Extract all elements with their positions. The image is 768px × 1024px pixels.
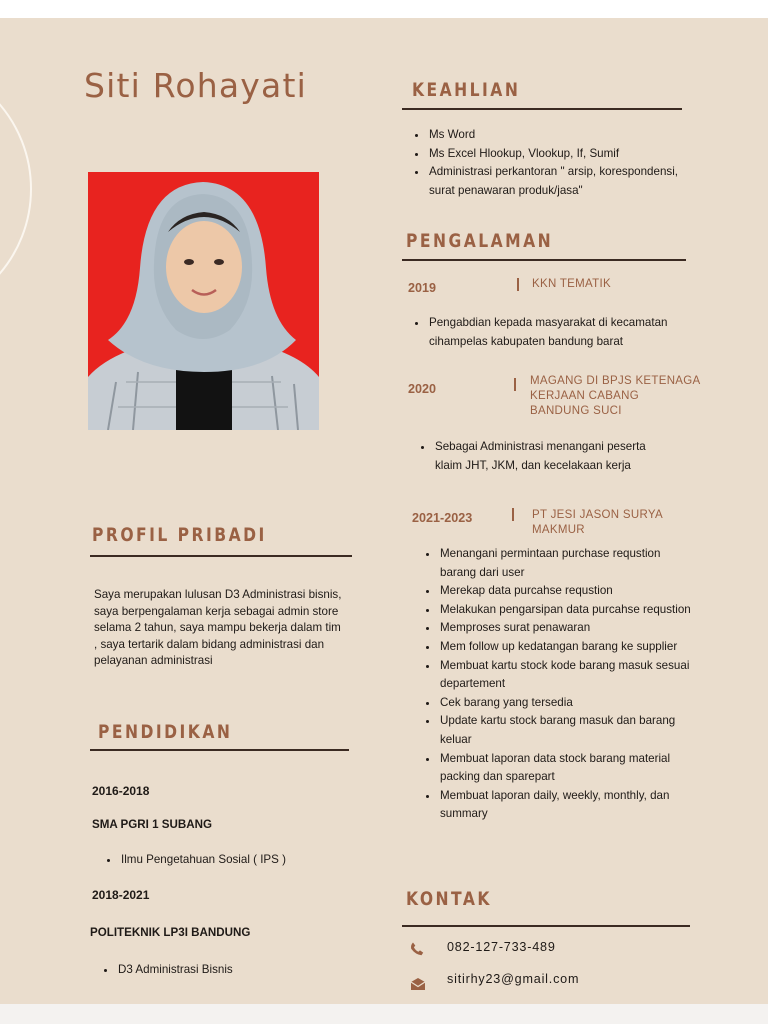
- resume-page: [0, 18, 768, 1004]
- experience-year: 2021-2023: [412, 511, 473, 525]
- education-major: • Ilmu Pengetahuan Sosial ( IPS ): [120, 851, 360, 870]
- experience-year: 2019: [408, 281, 437, 295]
- education-heading: PENDIDIKAN: [98, 721, 233, 743]
- page-bottom-band: [0, 1004, 768, 1024]
- skills-heading: KEAHLIAN: [412, 79, 521, 101]
- experience-item: • Sebagai Administrasi menangani peserta klaim JHT, JKM, dan kecelakaan kerja: [434, 438, 674, 475]
- skills-divider: [402, 108, 682, 110]
- experience-role: PT JESI JASON SURYA MAKMUR: [532, 509, 663, 536]
- experience-heading: PENGALAMAN: [406, 230, 554, 252]
- experience-items: [419, 545, 697, 824]
- experience-item: • Membuat laporan daily, weekly, monthly, dan summary: [439, 787, 697, 824]
- experience-item: • Menangani permintaan purchase requstion barang dari user: [439, 545, 697, 582]
- decorative-arc: [0, 58, 32, 320]
- skill-item: • Administrasi perkantoran " arsip, korespondensi, surat penawaran produk/jasa": [428, 163, 678, 200]
- experience-item: • Pengabdian kepada masyarakat di kecamatan cihampelas kabupaten bandung barat: [428, 314, 678, 351]
- experience-role: MAGANG DI BPJS KETENAGA KERJAAN CABANG BANDUNG SUCI: [530, 375, 700, 417]
- phone-icon: [409, 941, 425, 955]
- phone-number[interactable]: 082-127-733-489: [447, 940, 556, 954]
- experience-item: • Melakukan pengarsipan data purcahse requstion: [439, 601, 697, 620]
- email-address[interactable]: sitirhy23@gmail.com: [447, 972, 580, 986]
- education-major-list: [97, 961, 357, 980]
- experience-items: [408, 314, 678, 351]
- experience-year: 2020: [408, 382, 437, 396]
- experience-item: • Membuat laporan data stock barang material packing dan sparepart: [439, 750, 697, 787]
- contact-heading: KONTAK: [406, 888, 492, 910]
- profile-divider: [90, 555, 352, 557]
- profile-text: Saya merupakan lulusan D3 Administrasi bisnis, saya berpengalaman kerja sebagai admin store selama 2 tahun, saya mampu bekerja dalam tim , saya tertarik dalam bidang administrasi dan pelayanan administrasi: [94, 588, 342, 668]
- education-major: • D3 Administrasi Bisnis: [117, 961, 357, 980]
- experience-item: • Mem follow up kedatangan barang ke supplier: [439, 638, 697, 657]
- experience-separator: [517, 278, 519, 291]
- education-major-list: [100, 851, 360, 870]
- experience-role: KKN TEMATIK: [532, 278, 611, 290]
- skills-list: [408, 126, 678, 200]
- profile-heading: PROFIL PRIBADI: [92, 524, 267, 546]
- contact-divider: [402, 925, 690, 927]
- experience-item: • Update kartu stock barang masuk dan barang keluar: [439, 712, 697, 749]
- experience-items: [414, 438, 674, 475]
- experience-separator: [512, 508, 514, 521]
- education-years: 2018-2021: [92, 888, 150, 902]
- education-divider: [90, 749, 349, 751]
- education-years: 2016-2018: [92, 784, 150, 798]
- mail-icon: [410, 977, 426, 991]
- experience-separator: [514, 378, 516, 391]
- experience-item: • Cek barang yang tersedia: [439, 694, 697, 713]
- experience-divider: [402, 259, 686, 261]
- skill-item: • Ms Excel Hlookup, Vlookup, If, Sumif: [428, 145, 678, 164]
- education-school: SMA PGRI 1 SUBANG: [92, 818, 213, 831]
- experience-item: • Membuat kartu stock kode barang masuk sesuai departement: [439, 657, 697, 694]
- resume-name: Siti Rohayati: [84, 66, 307, 105]
- experience-item: • Merekap data purcahse requstion: [439, 582, 697, 601]
- experience-item: • Memproses surat penawaran: [439, 619, 697, 638]
- profile-photo: [88, 172, 319, 430]
- education-school: POLITEKNIK LP3I BANDUNG: [90, 926, 251, 939]
- skill-item: • Ms Word: [428, 126, 678, 145]
